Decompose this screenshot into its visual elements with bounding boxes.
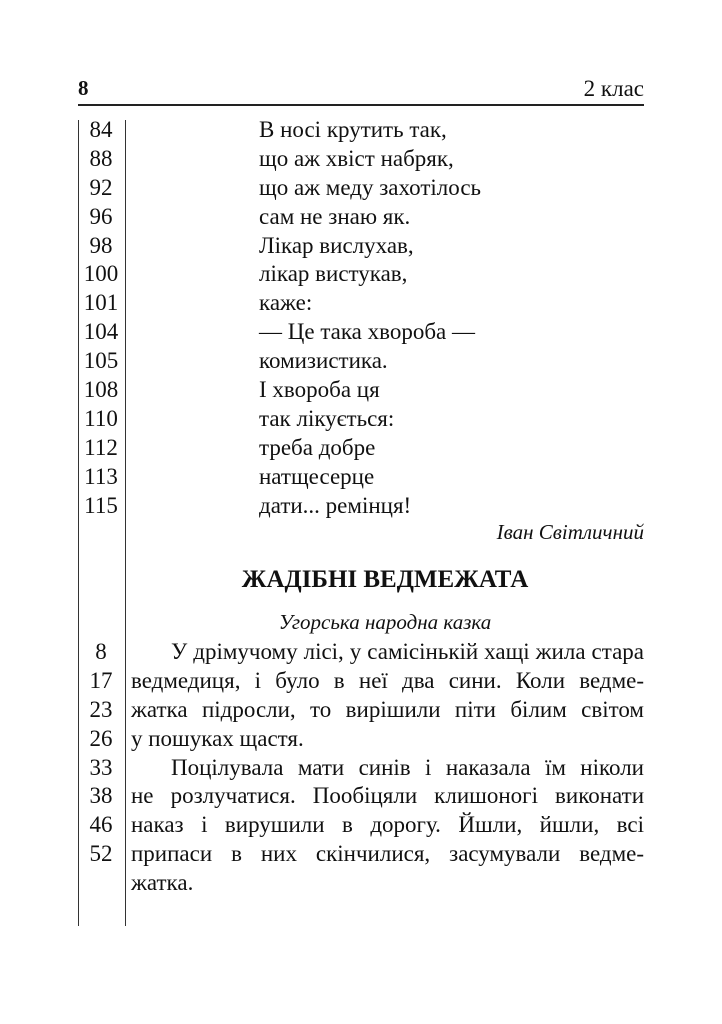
tale-text (131, 638, 644, 898)
prose-line: жатка підросли, то вирішили піти білим світом (131, 696, 644, 722)
poem-line: треба добре (259, 434, 376, 460)
poem-line: І хвороба ця (259, 377, 380, 403)
word-count: 101 (83, 290, 119, 316)
poem-line: натщесерце (259, 463, 375, 489)
poem-line: Лікар вислухав, (259, 232, 414, 258)
page-number: 8 (78, 76, 89, 100)
poem-line: дати... ремінця! (259, 492, 412, 518)
prose-line: жатка. (131, 870, 194, 896)
word-count: 115 (84, 492, 118, 518)
prose-line: припаси в них скінчилися, засумували ведме- (131, 841, 644, 867)
poem-line: так лікується: (259, 405, 395, 431)
tale-word-count-column (78, 638, 124, 869)
poem-line: що аж хвіст набряк, (259, 145, 454, 171)
word-count: 26 (89, 725, 113, 751)
margin-line-right (125, 120, 126, 926)
poem-line: сам не знаю як. (259, 203, 411, 229)
word-count: 23 (89, 696, 113, 722)
prose-line: Поцілувала мати синів і наказала їм ніколи (171, 754, 644, 780)
poem-line: каже: (259, 290, 313, 316)
grade-label: 2 клас (583, 76, 644, 101)
word-count: 17 (89, 667, 113, 693)
poem-line: комизистика. (259, 348, 388, 374)
word-count: 33 (89, 754, 113, 780)
word-count: 46 (89, 812, 113, 838)
poem-line: В носі крутить так, (259, 117, 447, 142)
poem-word-count-column (78, 116, 124, 520)
prose-line: у пошуках щастя. (131, 725, 304, 751)
poem-author: Іван Світличний (496, 520, 644, 544)
word-count: 98 (89, 232, 113, 258)
word-count: 108 (83, 377, 119, 403)
header-rule (78, 104, 644, 106)
word-count: 88 (89, 145, 113, 171)
word-count: 52 (89, 841, 113, 867)
poem-line: — Це така хвороба — (259, 319, 476, 345)
word-count: 8 (95, 639, 107, 664)
prose-line: не розлучатися. Пообіцяли клишоногі виконати (131, 783, 644, 809)
poem-line: лікар вистукав, (259, 261, 408, 287)
word-count: 105 (83, 348, 119, 374)
poem-text (259, 116, 481, 520)
word-count: 112 (84, 434, 118, 460)
prose-line: наказ і вирушили в дорогу. Йшли, йшли, всі (131, 812, 644, 838)
word-count: 100 (83, 261, 119, 287)
word-count: 96 (89, 203, 113, 229)
word-count: 84 (89, 117, 113, 142)
word-count: 38 (89, 783, 113, 809)
tale-subtitle: Угорська народна казка (278, 610, 492, 634)
tale-title: ЖАДІБНІ ВЕДМЕЖАТА (241, 566, 529, 593)
word-count: 104 (83, 319, 119, 345)
prose-line: У дрімучому лісі, у самісінькій хащі жила стара (171, 639, 644, 664)
word-count: 92 (89, 174, 113, 200)
prose-line: ведмедиця, і було в неї два сини. Коли ведме- (131, 667, 644, 693)
word-count: 113 (84, 463, 118, 489)
poem-line: що аж меду захотілось (259, 174, 482, 200)
word-count: 110 (84, 405, 118, 431)
